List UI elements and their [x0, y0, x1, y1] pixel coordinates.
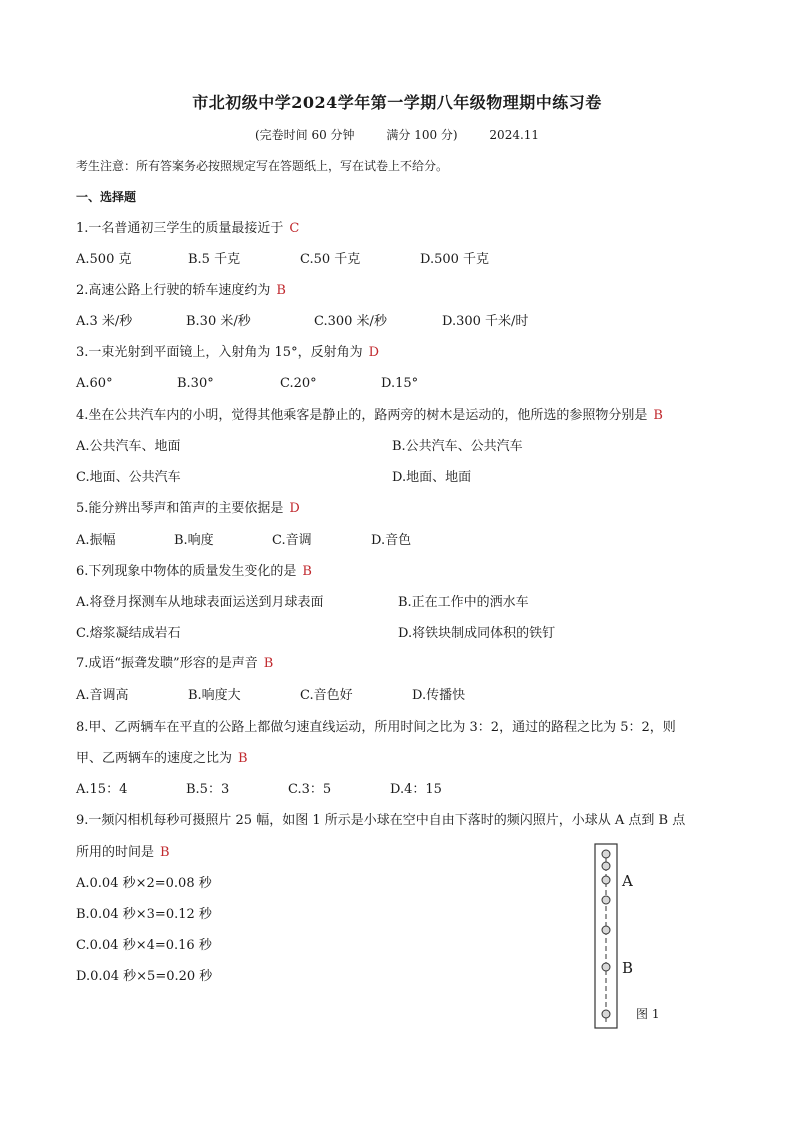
option-a: A.将登月探测车从地球表面运送到月球表面: [76, 595, 324, 610]
question-text: 7.成语“振聋发聩”形容的是声音: [76, 656, 258, 671]
question-text: 1.一名普通初三学生的质量最接近于: [76, 221, 284, 236]
question-stem-continued: [76, 751, 248, 767]
option-a: A.15：4: [76, 782, 128, 797]
option-b: B.30°: [177, 376, 214, 391]
answer-mark: D: [368, 345, 380, 360]
question-text: 4.坐在公共汽车内的小明，觉得其他乘客是静止的，路两旁的树木是运动的，他所选的参照物分别是: [76, 408, 648, 423]
question-stem: [76, 564, 312, 580]
option-b: B.5：3: [186, 782, 230, 797]
option-d: D.将铁块制成同体积的铁钉: [398, 626, 556, 641]
option-c: C.音色好: [300, 688, 353, 703]
option-a: A.公共汽车、地面: [76, 439, 181, 454]
question-text: 3.一束光射到平面镜上，入射角为 15°，反射角为: [76, 345, 363, 360]
answer-mark: B: [302, 564, 312, 579]
option-c: C.音调: [272, 533, 312, 548]
option-b: B.30 米/秒: [186, 314, 251, 329]
option-a: A.0.04 秒×2=0.08 秒: [76, 876, 212, 891]
option-d: D.地面、地面: [392, 470, 472, 485]
answer-mark: B: [160, 845, 170, 860]
question-stem: [76, 501, 300, 517]
option-c: C.3：5: [288, 782, 332, 797]
question-text: 甲、乙两辆车的速度之比为: [76, 751, 233, 766]
question-stem-continued: [76, 845, 170, 861]
photo-frame: [595, 844, 617, 1028]
option-c: C.20°: [280, 376, 317, 391]
option-b: B.正在工作中的洒水车: [398, 595, 529, 610]
option-a: A.振幅: [76, 533, 116, 548]
point-a-label: A: [622, 872, 633, 890]
option-d: D.300 千米/时: [442, 314, 529, 329]
question-stem: [76, 221, 299, 237]
option-a: A.60°: [76, 376, 113, 391]
ball-position: [602, 862, 610, 870]
question-text: 6.下列现象中物体的质量发生变化的是: [76, 564, 297, 579]
question-text: 所用的时间是: [76, 845, 155, 860]
full-score: 满分 100 分): [386, 128, 458, 142]
answer-mark: B: [653, 408, 663, 423]
option-a: A.3 米/秒: [76, 314, 133, 329]
option-d: D.0.04 秒×5=0.20 秒: [76, 969, 213, 984]
answer-mark: B: [276, 283, 286, 298]
question-stem: 9.一频闪相机每秒可摄照片 25 幅，如图 1 所示是小球在空中自由下落时的频闪照片，小球从 A 点到 B 点: [76, 813, 686, 828]
question-stem: [76, 283, 286, 299]
option-c: C.地面、公共汽车: [76, 470, 181, 485]
option-c: C.0.04 秒×4=0.16 秒: [76, 938, 212, 953]
option-b: B.5 千克: [188, 252, 241, 267]
question-stem: [76, 408, 663, 424]
option-b: B.响度: [174, 533, 214, 548]
option-d: D.4：15: [390, 782, 442, 797]
figure-caption: 图 1: [636, 1007, 660, 1021]
answer-mark: B: [263, 656, 274, 671]
option-d: D.500 千克: [420, 252, 490, 267]
option-c: C.50 千克: [300, 252, 361, 267]
question-stem: 8.甲、乙两辆车在平直的公路上都做匀速直线运动，所用时间之比为 3：2，通过的路程之比为 5：2，则: [76, 720, 676, 735]
option-c: C.熔浆凝结成岩石: [76, 626, 181, 641]
option-b: B.0.04 秒×3=0.12 秒: [76, 907, 212, 922]
option-b: B.响度大: [188, 688, 241, 703]
question-stem: [76, 345, 379, 361]
section-title: 一、选择题: [76, 190, 137, 204]
answer-mark: C: [289, 221, 300, 236]
ball-position: [602, 896, 610, 904]
question-text: 5.能分辨出琴声和笛声的主要依据是: [76, 501, 284, 516]
answer-mark: B: [238, 751, 248, 766]
exam-date: 2024.11: [489, 128, 540, 142]
option-a: A.音调高: [76, 688, 129, 703]
option-c: C.300 米/秒: [314, 314, 387, 329]
option-a: A.500 克: [76, 252, 132, 267]
question-text: 2.高速公路上行驶的轿车速度约为: [76, 283, 271, 298]
ball-position: [602, 876, 610, 884]
time-limit: (完卷时间 60 分钟: [254, 128, 355, 142]
ball-position: [602, 1010, 610, 1018]
option-d: D.音色: [371, 533, 412, 548]
strobe-photo-figure: [592, 842, 672, 1032]
exam-notice: 考生注意：所有答案务必按照规定写在答题纸上，写在试卷上不给分。: [76, 159, 449, 173]
option-d: D.传播快: [412, 688, 466, 703]
exam-info: [0, 126, 794, 143]
option-b: B.公共汽车、公共汽车: [392, 439, 523, 454]
option-d: D.15°: [381, 376, 419, 391]
question-stem: [76, 656, 273, 672]
point-b-label: B: [622, 959, 634, 977]
ball-position: [602, 850, 610, 858]
answer-mark: D: [289, 501, 300, 516]
ball-position: [602, 963, 610, 971]
page-title: 市北初级中学2024学年第一学期八年级物理期中练习卷: [192, 93, 602, 112]
ball-position: [602, 926, 610, 934]
